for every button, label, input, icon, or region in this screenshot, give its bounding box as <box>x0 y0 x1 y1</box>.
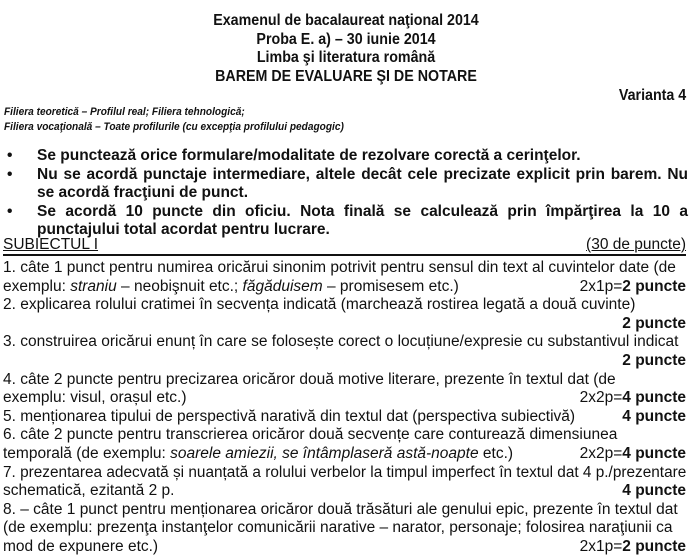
item-3-line-1: 3. construirea oricărui enunț în care se folosește corect o locuțiune/expresie cu substantivul indicat <box>3 333 679 351</box>
rule-item <box>4 147 688 166</box>
item-3-score: 2 puncte <box>622 351 686 369</box>
item-8-line-2: (de exemplu: prezenţa instanţelor comunicării narative – narator, personaje; folosirea naraţiunii ca <box>3 519 673 537</box>
filiera-info <box>4 105 344 135</box>
exam-title: Examenul de bacalaureat naţional 2014 <box>213 12 479 29</box>
scoring-items <box>3 259 686 557</box>
item-6-score: 2x2p=4 puncte <box>579 444 686 462</box>
item-7-line-1: 7. prezentarea adecvată și nuanțată a rolului verbelor la timpul imperfect în textul dat 4 p./prezentare <box>3 463 687 481</box>
filiera-line-2: Filiera vocaţională – Toate profilurile (cu excepţia profilului pedagogic) <box>4 121 344 133</box>
subject-heading <box>3 236 686 256</box>
item-2-score-line <box>3 315 686 334</box>
subject-title: SUBIECTUL I <box>3 236 99 253</box>
item-3-score-line <box>3 352 686 371</box>
bullet-icon: • <box>7 165 13 183</box>
rule-item <box>4 166 688 203</box>
item-8-line-1: 8. – câte 1 punct pentru menționarea oricăror două trăsături ale genului epic, prezente în textul dat <box>3 500 678 518</box>
rule-text: Se punctează orice formulare/modalitate de rezolvare corectă a cerinţelor. <box>37 147 581 164</box>
item-5-line-1: 5. menționarea tipului de perspectivă narativă din textul dat (perspectiva subiectivă) 4 puncte <box>3 407 686 425</box>
item-6-line-1: 6. câte 2 puncte pentru transcrierea oricăror două secvențe care conturează dimensiunea <box>3 426 618 444</box>
document-header <box>0 12 692 86</box>
general-rules <box>4 147 688 240</box>
rule-text: Nu se acordă punctaje intermediare, altele decât cele precizate explicit prin barem. Nu se acordă fracţiuni de punct. <box>37 165 688 201</box>
item-8-line-3: mod de expunere etc.) 2x1p=2 puncte <box>3 537 686 555</box>
item-1-line-1: 1. câte 1 punct pentru numirea oricărui sinonim potrivit pentru sensul din text al cuvintelor date (de <box>3 259 676 276</box>
item-2-score: 2 puncte <box>622 314 686 332</box>
filiera-line-1: Filiera teoretică – Profilul real; Filiera tehnologică; <box>4 106 245 118</box>
rule-text: Se acordă 10 puncte din oficiu. Nota finală se calculează prin împărţirea la 10 a punctajului total acordat pentru lucrare. <box>37 202 688 238</box>
item-1-score: 2x1p=2 puncte <box>579 277 686 295</box>
exam-session: Proba E. a) – 30 iunie 2014 <box>256 30 436 48</box>
document-title: BAREM DE EVALUARE ŞI DE NOTARE <box>215 67 477 85</box>
item-2-line-1: 2. explicarea rolului cratimei în secvența indicată (marchează rostirea legată a două cuvinte) <box>3 296 636 314</box>
item-7-line-2: schematică, ezitantă 2 p. 4 puncte <box>3 482 686 500</box>
item-6-line-2: temporală (de exemplu: soarele amiezii, se întâmplaseră astă-noapte etc.) 2x2p=4 puncte <box>3 444 686 462</box>
rule-item <box>4 203 688 240</box>
subject-name: Limba şi literatura română <box>256 49 436 66</box>
item-4-score: 2x2p=4 puncte <box>579 389 686 407</box>
subject-points: (30 de puncte) <box>586 236 686 253</box>
item-7-score: 4 puncte <box>622 482 686 500</box>
item-4-line-1: 4. câte 2 puncte pentru precizarea oricăror două motive literare, prezente în textul dat (de <box>3 370 616 388</box>
bullet-icon: • <box>7 147 13 164</box>
item-1-line-2: exemplu: straniu – neobişnuit etc.; făgăduisem – promisesem etc.) 2x1p=2 puncte <box>3 277 686 295</box>
bullet-icon: • <box>7 202 13 220</box>
item-5-score: 4 puncte <box>622 407 686 425</box>
item-4-line-2: exemplu: visul, orașul etc.) 2x2p=4 puncte <box>3 389 686 407</box>
variant-label: Varianta 4 <box>618 87 686 104</box>
item-8-score: 2x1p=2 puncte <box>579 537 686 555</box>
